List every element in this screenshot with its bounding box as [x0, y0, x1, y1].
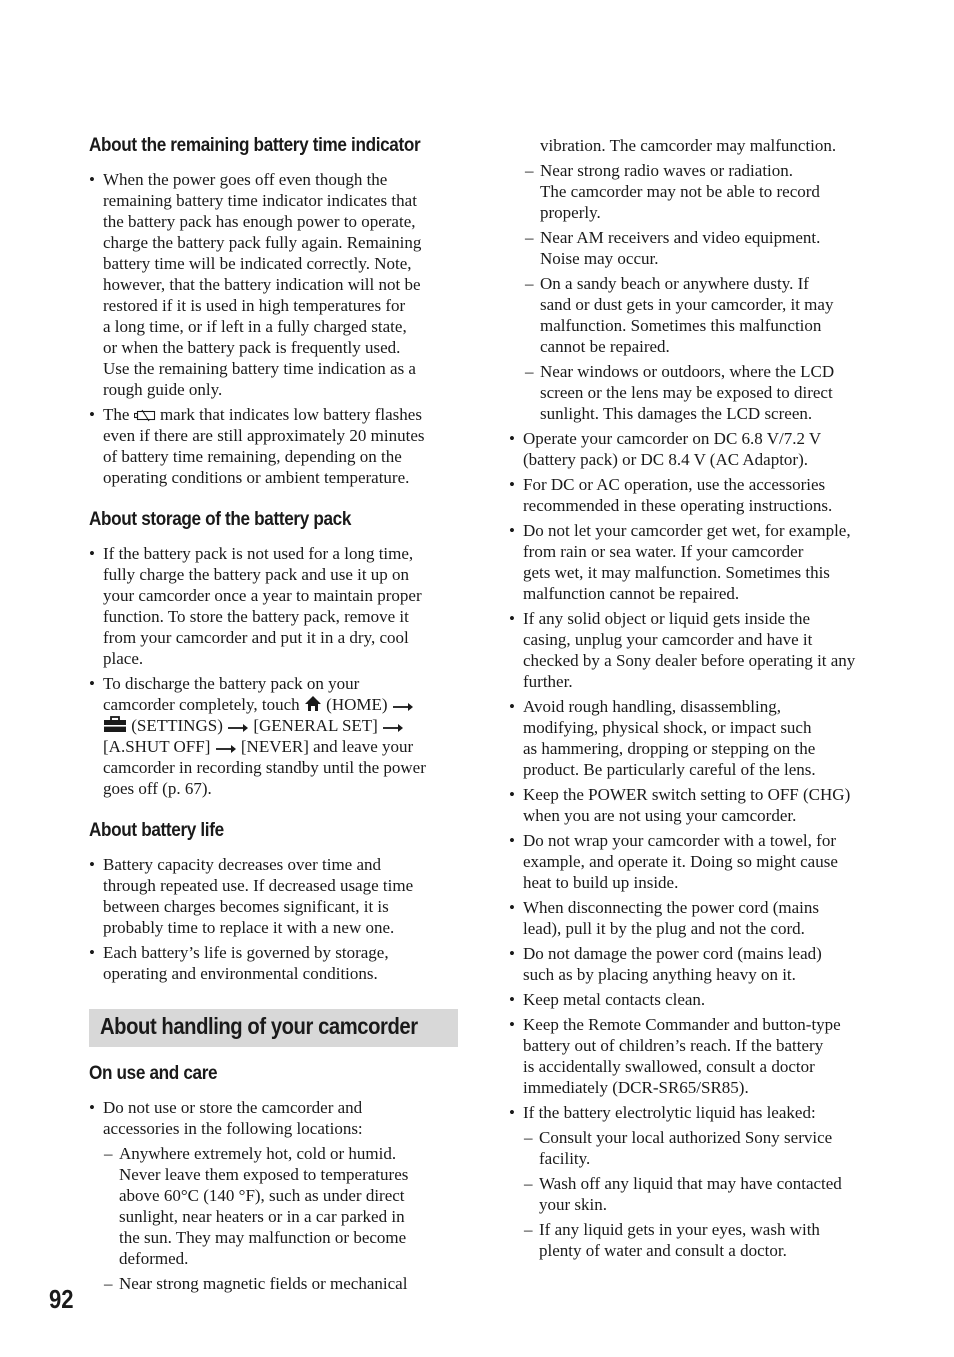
paragraph	[523, 474, 855, 516]
text-line: operating and environmental conditions.	[103, 964, 378, 983]
paragraph	[103, 1097, 408, 1139]
text-line: battery out of children’s reach. If the battery	[523, 1036, 824, 1055]
text-line: screen or the lens may be exposed to direct	[540, 383, 833, 402]
paragraph	[523, 943, 855, 985]
text-line: Keep metal contacts clean.	[523, 990, 706, 1009]
list-item	[89, 543, 426, 669]
text-line: facility.	[539, 1149, 591, 1168]
text-line: as hammering, dropping or stepping on the	[523, 739, 816, 758]
bullet-list	[509, 428, 855, 1098]
bullet-glyph: •	[89, 544, 95, 563]
text-line: lead), pull it by the plug and not the cord.	[523, 919, 805, 938]
text-line: when you are not using your camcorder.	[523, 806, 797, 825]
text-line: When the power goes off even though the	[103, 170, 388, 189]
text-line: fully charge the battery pack and use it up on	[103, 565, 410, 584]
text-line: a long time, or if left in a fully charged state,	[103, 317, 407, 336]
text-line: vibration. The camcorder may malfunction.	[540, 136, 837, 155]
settings-toolbox-icon	[103, 716, 127, 733]
list-item	[509, 474, 855, 516]
dash-glyph: –	[524, 1220, 533, 1239]
text: (HOME)	[326, 695, 388, 714]
section-title: About handling of your camcorder	[100, 1013, 418, 1039]
bullet-glyph: •	[509, 697, 515, 716]
bullet-glyph: •	[509, 429, 515, 448]
text: camcorder completely, touch	[103, 695, 300, 714]
paragraph	[523, 520, 855, 604]
text-line: Each battery’s life is governed by storage,	[103, 943, 389, 962]
text: (SETTINGS)	[131, 716, 223, 735]
text-line: For DC or AC operation, use the accessories	[523, 475, 826, 494]
text-line: sunlight, near heaters or in a car parked in	[119, 1207, 405, 1226]
text-line: Operate your camcorder on DC 6.8 V/7.2 V	[523, 429, 822, 448]
text-line: Near AM receivers and video equipment.	[540, 228, 821, 247]
text: [NEVER] and leave your	[240, 737, 414, 756]
list-item	[89, 854, 413, 938]
text-line: probably time to replace it with a new one.	[103, 918, 395, 937]
dash-item	[523, 1219, 855, 1261]
text: [A.SHUT OFF]	[103, 737, 211, 756]
text-line: Wash off any liquid that may have contacted	[539, 1174, 842, 1193]
low-battery-icon	[134, 409, 156, 422]
text-line: immediately (DCR-SR65/SR85).	[523, 1078, 749, 1097]
text-line: Near strong magnetic fields or mechanical	[119, 1274, 408, 1293]
text-line: goes off (p. 67).	[103, 779, 212, 798]
list-item	[509, 897, 855, 939]
list-item	[509, 428, 855, 470]
list-item	[509, 830, 855, 893]
text-line: further.	[523, 672, 573, 691]
dash-item	[524, 227, 855, 269]
bullet-glyph: •	[509, 944, 515, 963]
paragraph	[523, 608, 855, 692]
text-line: however, that the battery indication will not be	[103, 275, 421, 294]
list-item	[89, 169, 424, 400]
text: mark that indicates low battery flashes	[159, 405, 422, 424]
bullet-glyph: •	[89, 855, 95, 874]
paragraph	[523, 1014, 855, 1098]
paragraph	[540, 160, 855, 223]
text-line: Avoid rough handling, disassembling,	[523, 697, 781, 716]
text-line: properly.	[540, 203, 601, 222]
heading-battery-storage: About storage of the battery pack	[89, 508, 352, 530]
text-line: battery time will be indicated correctly. Note,	[103, 254, 412, 273]
text-line: the battery pack has enough power to operate,	[103, 212, 416, 231]
dash-glyph: –	[525, 362, 534, 381]
text-line: such as by placing anything heavy on it.	[523, 965, 796, 984]
paragraph	[119, 1143, 408, 1269]
bullet-glyph: •	[509, 785, 515, 804]
text-line: product. Be particularly careful of the lens.	[523, 760, 816, 779]
dash-glyph: –	[525, 274, 534, 293]
bullet-glyph: •	[509, 831, 515, 850]
bullet-glyph: •	[89, 674, 95, 693]
storage-list	[89, 543, 426, 803]
dash-item	[523, 1173, 855, 1215]
text-line: or when the battery pack is frequently used.	[103, 338, 401, 357]
paragraph	[523, 428, 855, 470]
text-line: Anywhere extremely hot, cold or humid.	[119, 1144, 397, 1163]
text-line: between charges becomes significant, it is	[103, 897, 389, 916]
heading-use-and-care: On use and care	[89, 1062, 218, 1084]
dash-list	[523, 1127, 855, 1261]
dash-glyph: –	[525, 228, 534, 247]
dash-list	[103, 1143, 408, 1294]
text-line: above 60°C (140 °F), such as under direct	[119, 1186, 405, 1205]
arrow-right-icon	[215, 744, 237, 754]
text-line: Near windows or outdoors, where the LCD	[540, 362, 835, 381]
paragraph	[523, 989, 855, 1010]
text-line: (battery pack) or DC 8.4 V (AC Adaptor).	[523, 450, 809, 469]
text-line: of battery time remaining, depending on the	[103, 447, 402, 466]
list-item	[509, 520, 855, 604]
dash-item	[524, 160, 855, 223]
bullet-glyph: •	[89, 1098, 95, 1117]
text-line: is accidentally swallowed, consult a doctor	[523, 1057, 815, 1076]
text-line: cannot be repaired.	[540, 337, 670, 356]
text-line: Never leave them exposed to temperatures	[119, 1165, 409, 1184]
list-item	[89, 673, 426, 799]
dash-glyph: –	[524, 1174, 533, 1193]
text-line: If any solid object or liquid gets inside the	[523, 609, 811, 628]
text-line: Do not let your camcorder get wet, for example,	[523, 521, 851, 540]
text-line: your camcorder once a year to maintain proper	[103, 586, 422, 605]
text-line: If any liquid gets in your eyes, wash with	[539, 1220, 820, 1239]
dash-glyph: –	[104, 1274, 113, 1293]
list-item	[509, 696, 855, 780]
dash-item	[103, 1143, 408, 1269]
text-line: gets wet, it may malfunction. Sometimes this	[523, 563, 830, 582]
text-line: heat to build up inside.	[523, 873, 679, 892]
dash-item	[524, 273, 855, 357]
dash-glyph: –	[104, 1144, 113, 1163]
bullet-glyph: •	[509, 609, 515, 628]
text-line: malfunction. Sometimes this malfunction	[540, 316, 822, 335]
dash-glyph: –	[524, 1128, 533, 1147]
arrow-right-icon	[392, 702, 414, 712]
paragraph	[539, 1127, 855, 1169]
paragraph	[103, 854, 413, 938]
text-line: sand or dust gets in your camcorder, it may	[540, 295, 834, 314]
text-line: recommended in these operating instructions.	[523, 496, 833, 515]
bullet-glyph: •	[89, 170, 95, 189]
text-line: remaining battery time indicator indicates that	[103, 191, 417, 210]
paragraph	[103, 425, 424, 488]
text-line: Do not use or store the camcorder and	[103, 1098, 363, 1117]
text-line: place.	[103, 649, 144, 668]
list-item	[509, 1102, 855, 1261]
text-line: The camcorder may not be able to record	[540, 182, 820, 201]
paragraph	[540, 361, 855, 424]
text-line: On a sandy beach or anywhere dusty. If	[540, 274, 809, 293]
bullet-glyph: •	[89, 943, 95, 962]
text-line: from rain or sea water. If your camcorder	[523, 542, 804, 561]
text-line: Do not wrap your camcorder with a towel, for	[523, 831, 836, 850]
text-line: sunlight. This damages the LCD screen.	[540, 404, 813, 423]
text-line: To discharge the battery pack on your	[103, 674, 360, 693]
dash-glyph: –	[525, 161, 534, 180]
text-line: Battery capacity decreases over time and	[103, 855, 382, 874]
dash-item	[103, 1273, 408, 1294]
bullet-glyph: •	[509, 1015, 515, 1034]
heading-battery-life: About battery life	[89, 819, 224, 841]
text-line: If the battery pack is not used for a long time,	[103, 544, 414, 563]
list-item	[89, 1097, 408, 1294]
text-line: camcorder in recording standby until the power	[103, 758, 426, 777]
text-line: function. To store the battery pack, remove it	[103, 607, 409, 626]
list-item	[509, 1014, 855, 1098]
paragraph	[103, 169, 424, 400]
text-line: modifying, physical shock, or impact such	[523, 718, 812, 737]
list-item	[89, 942, 413, 984]
battery-life-list	[89, 854, 413, 988]
battery-time-list	[89, 169, 424, 492]
text-line: checked by a Sony dealer before operating it any	[523, 651, 856, 670]
bullet-group	[509, 428, 855, 1098]
dash-group	[509, 160, 855, 424]
text-line: Keep the Remote Commander and button-type	[523, 1015, 841, 1034]
text-line: Near strong radio waves or radiation.	[540, 161, 794, 180]
paragraph	[539, 1173, 855, 1215]
text-line: When disconnecting the power cord (mains	[523, 898, 819, 917]
right-list	[509, 135, 855, 1265]
paragraph	[540, 227, 855, 269]
bullet-glyph: •	[509, 990, 515, 1009]
list-item	[509, 943, 855, 985]
paragraph	[523, 784, 855, 826]
paragraph	[523, 830, 855, 893]
text-line: Use the remaining battery time indication as a	[103, 359, 416, 378]
text-line: charge the battery pack fully again. Remaining	[103, 233, 422, 252]
text-line: Consult your local authorized Sony service	[539, 1128, 833, 1147]
text-line: the sun. They may malfunction or become	[119, 1228, 407, 1247]
text-line: your skin.	[539, 1195, 607, 1214]
bullet-glyph: •	[89, 405, 95, 424]
paragraph	[103, 942, 413, 984]
bullet-glyph: •	[509, 1103, 515, 1122]
text-line: Keep the POWER switch setting to OFF (CHG)	[523, 785, 851, 804]
paragraph	[103, 543, 426, 669]
page-number: 92	[49, 1284, 74, 1314]
arrow-right-icon	[227, 723, 249, 733]
text-line: rough guide only.	[103, 380, 223, 399]
text-line: from your camcorder and put it in a dry, cool	[103, 628, 409, 647]
text: The	[103, 405, 130, 424]
list-item	[509, 784, 855, 826]
list-item	[509, 989, 855, 1010]
bullet-glyph: •	[509, 521, 515, 540]
heading-battery-time: About the remaining battery time indicator	[89, 134, 421, 156]
arrow-right-icon	[382, 723, 404, 733]
dash-list	[524, 160, 855, 424]
home-icon	[304, 695, 322, 712]
text-line: even if there are still approximately 20 minutes	[103, 426, 425, 445]
text-line: If the battery electrolytic liquid has leaked:	[523, 1103, 816, 1122]
dash-item	[524, 361, 855, 424]
continued-dash-item	[509, 135, 855, 156]
text-line: deformed.	[119, 1249, 189, 1268]
list-item	[509, 608, 855, 692]
text-line: restored if it is used in high temperatures for	[103, 296, 406, 315]
text-line: operating conditions or ambient temperature.	[103, 468, 410, 487]
text-line: plenty of water and consult a doctor.	[539, 1241, 787, 1260]
paragraph	[539, 1219, 855, 1261]
text-line: accessories in the following locations:	[103, 1119, 363, 1138]
text-line: Noise may occur.	[540, 249, 659, 268]
paragraph	[523, 897, 855, 939]
use-care-list	[89, 1097, 408, 1298]
list-item	[89, 404, 424, 488]
paragraph	[119, 1273, 408, 1294]
dash-item	[523, 1127, 855, 1169]
text-line: malfunction cannot be repaired.	[523, 584, 740, 603]
text: [GENERAL SET]	[253, 716, 378, 735]
text-line: Do not damage the power cord (mains lead)	[523, 944, 822, 963]
paragraph	[540, 273, 855, 357]
text-line: through repeated use. If decreased usage time	[103, 876, 414, 895]
paragraph	[523, 696, 855, 780]
text-line: casing, unplug your camcorder and have it	[523, 630, 813, 649]
bullet-glyph: •	[509, 475, 515, 494]
text-line: example, and operate it. Doing so might cause	[523, 852, 838, 871]
section-header-band	[89, 1009, 458, 1047]
bullet-glyph: •	[509, 898, 515, 917]
